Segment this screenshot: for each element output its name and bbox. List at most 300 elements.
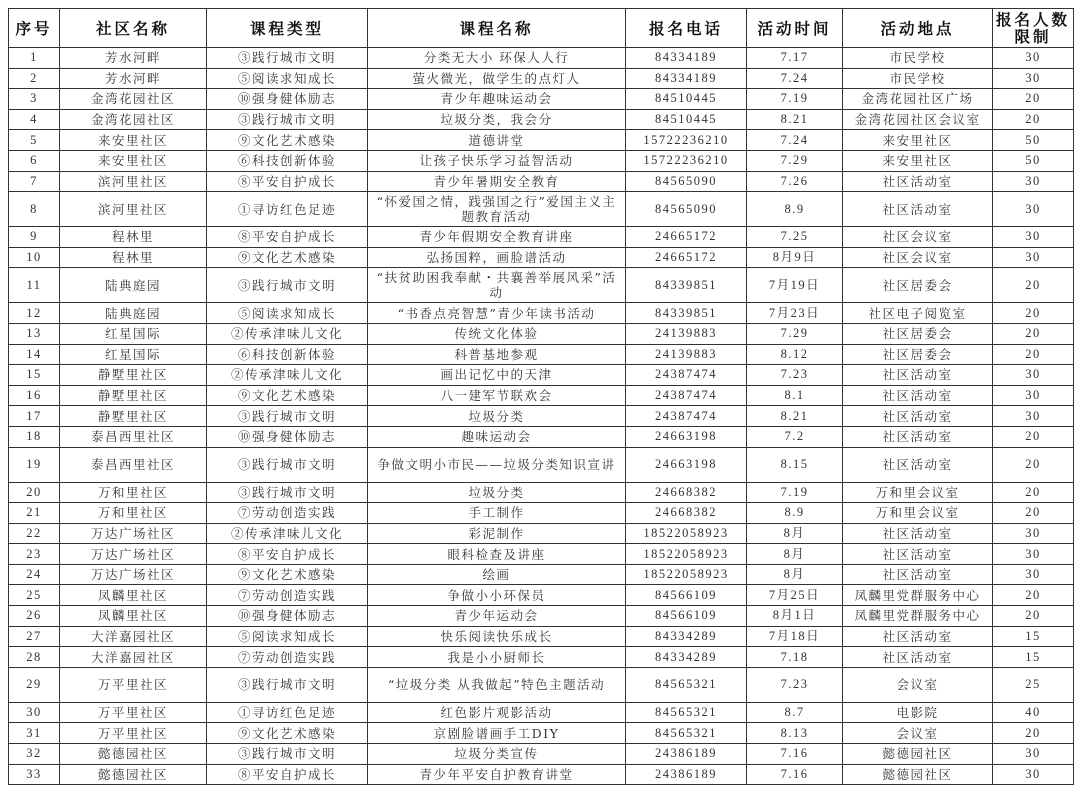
activity-date-cell: 7.24 [747,68,843,89]
header-date: 活动时间 [747,9,843,48]
community-name-cell: 万平里社区 [60,702,207,723]
signup-limit-cell: 50 [993,130,1074,151]
table-row [9,626,1074,647]
row-number-cell: 8 [9,192,60,227]
activity-date-cell: 8.7 [747,702,843,723]
community-name-cell: 陆典庭园 [60,268,207,303]
table-row [9,109,1074,130]
signup-limit-cell: 20 [993,503,1074,524]
course-type-cell: ③践行城市文明 [207,406,368,427]
table-row [9,447,1074,482]
course-type-cell: ⑩强身健体励志 [207,89,368,110]
course-name-cell: 画出记忆中的天津 [368,365,626,386]
table-row [9,764,1074,785]
course-name-cell: 垃圾分类 [368,406,626,427]
community-name-cell: 程林里 [60,247,207,268]
row-number-cell: 18 [9,426,60,447]
activity-date-cell: 8月9日 [747,247,843,268]
community-name-cell: 万平里社区 [60,723,207,744]
course-type-cell: ③践行城市文明 [207,482,368,503]
course-name-cell: 分类无大小 环保人人行 [368,48,626,69]
community-name-cell: 程林里 [60,227,207,248]
signup-phone-cell: 84565090 [626,192,747,227]
table-row [9,303,1074,324]
signup-phone-cell: 15722236210 [626,150,747,171]
signup-phone-cell: 24665172 [626,247,747,268]
course-type-cell: ⑨文化艺术感染 [207,130,368,151]
community-name-cell: 泰昌西里社区 [60,447,207,482]
signup-phone-cell: 84510445 [626,89,747,110]
table-row [9,647,1074,668]
row-number-cell: 1 [9,48,60,69]
course-type-cell: ①寻访红色足迹 [207,702,368,723]
activity-date-cell: 8月 [747,523,843,544]
community-name-cell: 滨河里社区 [60,171,207,192]
activity-date-cell: 7.19 [747,482,843,503]
activity-date-cell: 7.29 [747,150,843,171]
course-name-cell: 青少年运动会 [368,606,626,627]
course-type-cell: ③践行城市文明 [207,109,368,130]
community-name-cell: 万达广场社区 [60,523,207,544]
community-name-cell: 大洋嘉园社区 [60,626,207,647]
header-community: 社区名称 [60,9,207,48]
signup-phone-cell: 84339851 [626,268,747,303]
signup-phone-cell: 84334289 [626,626,747,647]
signup-limit-cell: 20 [993,447,1074,482]
signup-limit-cell: 30 [993,247,1074,268]
course-type-cell: ①寻访红色足迹 [207,192,368,227]
course-name-cell: 传统文化体验 [368,323,626,344]
community-name-cell: 凤麟里社区 [60,585,207,606]
course-name-cell: 京剧脸谱画手工DIY [368,723,626,744]
table-row [9,48,1074,69]
community-name-cell: 来安里社区 [60,150,207,171]
course-type-cell: ⑨文化艺术感染 [207,247,368,268]
course-type-cell: ⑤阅读求知成长 [207,68,368,89]
signup-phone-cell: 18522058923 [626,564,747,585]
community-name-cell: 泰昌西里社区 [60,426,207,447]
row-number-cell: 12 [9,303,60,324]
activity-date-cell: 7月19日 [747,268,843,303]
row-number-cell: 22 [9,523,60,544]
row-number-cell: 25 [9,585,60,606]
activity-location-cell: 电影院 [843,702,993,723]
activity-location-cell: 来安里社区 [843,150,993,171]
course-name-cell: 八一建军节联欢会 [368,385,626,406]
signup-limit-cell: 20 [993,723,1074,744]
signup-phone-cell: 84565321 [626,702,747,723]
course-name-cell: 科普基地参观 [368,344,626,365]
activity-date-cell: 8.21 [747,406,843,427]
course-type-cell: ⑥科技创新体验 [207,150,368,171]
activity-location-cell: 社区活动室 [843,426,993,447]
activity-location-cell: 凤麟里党群服务中心 [843,585,993,606]
course-type-cell: ②传承津味儿文化 [207,365,368,386]
signup-limit-cell: 30 [993,192,1074,227]
signup-limit-cell: 30 [993,764,1074,785]
course-type-cell: ②传承津味儿文化 [207,523,368,544]
course-type-cell: ⑧平安自护成长 [207,764,368,785]
activity-date-cell: 7.25 [747,227,843,248]
course-type-cell: ③践行城市文明 [207,667,368,702]
activity-location-cell: 市民学校 [843,68,993,89]
community-name-cell: 陆典庭园 [60,303,207,324]
course-name-cell: 绘画 [368,564,626,585]
row-number-cell: 10 [9,247,60,268]
community-name-cell: 懿德园社区 [60,764,207,785]
activity-date-cell: 8.15 [747,447,843,482]
course-name-cell: 青少年暑期安全教育 [368,171,626,192]
row-number-cell: 2 [9,68,60,89]
table-row [9,564,1074,585]
activity-location-cell: 市民学校 [843,48,993,69]
activity-location-cell: 金湾花园社区广场 [843,89,993,110]
activity-location-cell: 凤麟里党群服务中心 [843,606,993,627]
activity-location-cell: 社区活动室 [843,626,993,647]
activity-location-cell: 社区活动室 [843,171,993,192]
signup-limit-cell: 30 [993,227,1074,248]
course-type-cell: ⑦劳动创造实践 [207,585,368,606]
signup-phone-cell: 24668382 [626,503,747,524]
course-type-cell: ②传承津味儿文化 [207,323,368,344]
header-location: 活动地点 [843,9,993,48]
table-row [9,130,1074,151]
signup-phone-cell: 24665172 [626,227,747,248]
signup-limit-cell: 20 [993,426,1074,447]
activity-location-cell: 社区活动室 [843,406,993,427]
course-name-cell: 垃圾分类宣传 [368,744,626,765]
course-type-cell: ⑤阅读求知成长 [207,626,368,647]
community-name-cell: 万和里社区 [60,482,207,503]
signup-phone-cell: 24663198 [626,447,747,482]
row-number-cell: 27 [9,626,60,647]
activity-location-cell: 社区居委会 [843,268,993,303]
header-limit: 报名人数限制 [993,9,1074,48]
course-name-cell: 垃圾分类 [368,482,626,503]
signup-limit-cell: 50 [993,150,1074,171]
course-type-cell: ③践行城市文明 [207,48,368,69]
signup-limit-cell: 20 [993,606,1074,627]
activity-location-cell: 社区活动室 [843,447,993,482]
course-name-cell: 眼科检查及讲座 [368,544,626,565]
row-number-cell: 26 [9,606,60,627]
activity-date-cell: 7月18日 [747,626,843,647]
activity-location-cell: 懿德园社区 [843,744,993,765]
row-number-cell: 11 [9,268,60,303]
row-number-cell: 5 [9,130,60,151]
table-row [9,344,1074,365]
row-number-cell: 20 [9,482,60,503]
community-name-cell: 芳水河畔 [60,48,207,69]
activity-date-cell: 7.29 [747,323,843,344]
signup-phone-cell: 24139883 [626,323,747,344]
signup-phone-cell: 24663198 [626,426,747,447]
signup-limit-cell: 30 [993,523,1074,544]
community-name-cell: 静墅里社区 [60,385,207,406]
row-number-cell: 13 [9,323,60,344]
activity-date-cell: 7.16 [747,744,843,765]
course-name-cell: 青少年平安自护教育讲堂 [368,764,626,785]
signup-limit-cell: 30 [993,544,1074,565]
row-number-cell: 28 [9,647,60,668]
signup-phone-cell: 24387474 [626,365,747,386]
table-row [9,227,1074,248]
row-number-cell: 15 [9,365,60,386]
community-name-cell: 来安里社区 [60,130,207,151]
table-row [9,482,1074,503]
activity-location-cell: 社区活动室 [843,647,993,668]
course-name-cell: “扶贫助困我奉献・共襄善举展风采”活动 [368,268,626,303]
row-number-cell: 14 [9,344,60,365]
table-row [9,192,1074,227]
activity-date-cell: 7.18 [747,647,843,668]
table-row [9,723,1074,744]
row-number-cell: 3 [9,89,60,110]
signup-phone-cell: 84334189 [626,48,747,69]
community-name-cell: 静墅里社区 [60,406,207,427]
course-name-cell: 彩泥制作 [368,523,626,544]
row-number-cell: 30 [9,702,60,723]
table-row [9,385,1074,406]
table-row [9,323,1074,344]
course-type-cell: ⑤阅读求知成长 [207,303,368,324]
header-no: 序号 [9,9,60,48]
row-number-cell: 17 [9,406,60,427]
course-name-cell: 道德讲堂 [368,130,626,151]
course-name-cell: 趣味运动会 [368,426,626,447]
row-number-cell: 6 [9,150,60,171]
signup-limit-cell: 30 [993,171,1074,192]
course-type-cell: ⑧平安自护成长 [207,171,368,192]
activity-date-cell: 8.1 [747,385,843,406]
activity-location-cell: 社区活动室 [843,544,993,565]
activity-location-cell: 社区活动室 [843,365,993,386]
table-row [9,702,1074,723]
activity-location-cell: 社区活动室 [843,385,993,406]
course-name-cell: 红色影片观影活动 [368,702,626,723]
course-type-cell: ⑦劳动创造实践 [207,647,368,668]
activity-date-cell: 7.2 [747,426,843,447]
table-row [9,523,1074,544]
activity-date-cell: 7.26 [747,171,843,192]
table-row [9,406,1074,427]
community-name-cell: 金湾花园社区 [60,89,207,110]
signup-phone-cell: 84334189 [626,68,747,89]
table-row [9,247,1074,268]
course-name-cell: 青少年趣味运动会 [368,89,626,110]
signup-limit-cell: 30 [993,744,1074,765]
course-type-cell: ⑨文化艺术感染 [207,723,368,744]
signup-limit-cell: 20 [993,109,1074,130]
activity-location-cell: 社区居委会 [843,323,993,344]
signup-phone-cell: 24386189 [626,764,747,785]
community-name-cell: 红星国际 [60,323,207,344]
course-type-cell: ⑥科技创新体验 [207,344,368,365]
community-name-cell: 凤麟里社区 [60,606,207,627]
activity-location-cell: 万和里会议室 [843,503,993,524]
table-row [9,503,1074,524]
community-name-cell: 红星国际 [60,344,207,365]
activity-date-cell: 7.16 [747,764,843,785]
signup-phone-cell: 84334289 [626,647,747,668]
activity-date-cell: 7.23 [747,365,843,386]
activity-date-cell: 8月 [747,564,843,585]
community-name-cell: 万平里社区 [60,667,207,702]
course-type-cell: ⑦劳动创造实践 [207,503,368,524]
activity-location-cell: 社区会议室 [843,227,993,248]
signup-limit-cell: 15 [993,626,1074,647]
signup-phone-cell: 18522058923 [626,523,747,544]
row-number-cell: 4 [9,109,60,130]
table-row [9,365,1074,386]
signup-phone-cell: 84510445 [626,109,747,130]
activity-location-cell: 社区居委会 [843,344,993,365]
community-name-cell: 万达广场社区 [60,544,207,565]
signup-limit-cell: 20 [993,482,1074,503]
table-row [9,150,1074,171]
row-number-cell: 23 [9,544,60,565]
row-number-cell: 29 [9,667,60,702]
activity-date-cell: 8月 [747,544,843,565]
community-name-cell: 滨河里社区 [60,192,207,227]
signup-limit-cell: 30 [993,385,1074,406]
course-type-cell: ⑩强身健体励志 [207,606,368,627]
table-row [9,68,1074,89]
course-name-cell: 萤火微光，做学生的点灯人 [368,68,626,89]
activity-date-cell: 7.19 [747,89,843,110]
course-type-cell: ③践行城市文明 [207,268,368,303]
course-name-cell: “垃圾分类 从我做起”特色主题活动 [368,667,626,702]
community-name-cell: 金湾花园社区 [60,109,207,130]
activity-date-cell: 8月1日 [747,606,843,627]
signup-limit-cell: 20 [993,344,1074,365]
activity-location-cell: 社区电子阅览室 [843,303,993,324]
signup-limit-cell: 25 [993,667,1074,702]
community-name-cell: 大洋嘉园社区 [60,647,207,668]
course-type-cell: ⑨文化艺术感染 [207,385,368,406]
course-type-cell: ③践行城市文明 [207,447,368,482]
activity-date-cell: 7.17 [747,48,843,69]
table-row [9,89,1074,110]
table-body [9,48,1074,785]
signup-phone-cell: 24387474 [626,385,747,406]
community-name-cell: 万达广场社区 [60,564,207,585]
table-row [9,585,1074,606]
table-row [9,544,1074,565]
course-name-cell: “怀爱国之情，践强国之行”爱国主义主题教育活动 [368,192,626,227]
header-course-name: 课程名称 [368,9,626,48]
header-course-type: 课程类型 [207,9,368,48]
course-name-cell: 弘扬国粹，画脸谱活动 [368,247,626,268]
signup-limit-cell: 15 [993,647,1074,668]
activity-location-cell: 懿德园社区 [843,764,993,785]
row-number-cell: 16 [9,385,60,406]
course-type-cell: ⑧平安自护成长 [207,544,368,565]
community-name-cell: 万和里社区 [60,503,207,524]
table-row [9,268,1074,303]
activity-location-cell: 社区活动室 [843,192,993,227]
activity-date-cell: 8.12 [747,344,843,365]
signup-phone-cell: 84566109 [626,606,747,627]
row-number-cell: 24 [9,564,60,585]
row-number-cell: 32 [9,744,60,765]
table-row [9,667,1074,702]
table-row [9,426,1074,447]
table-row [9,171,1074,192]
course-name-cell: 让孩子快乐学习益智活动 [368,150,626,171]
activity-location-cell: 会议室 [843,723,993,744]
header-phone: 报名电话 [626,9,747,48]
row-number-cell: 33 [9,764,60,785]
signup-phone-cell: 84565321 [626,723,747,744]
course-name-cell: 我是小小厨师长 [368,647,626,668]
signup-limit-cell: 20 [993,585,1074,606]
signup-limit-cell: 30 [993,406,1074,427]
course-name-cell: 青少年假期安全教育讲座 [368,227,626,248]
course-type-cell: ⑧平安自护成长 [207,227,368,248]
course-name-cell: 争做文明小市民——垃圾分类知识宣讲 [368,447,626,482]
activity-location-cell: 万和里会议室 [843,482,993,503]
course-name-cell: 手工制作 [368,503,626,524]
activity-location-cell: 社区会议室 [843,247,993,268]
activity-location-cell: 社区活动室 [843,523,993,544]
signup-phone-cell: 84339851 [626,303,747,324]
signup-phone-cell: 15722236210 [626,130,747,151]
signup-phone-cell: 24668382 [626,482,747,503]
signup-phone-cell: 18522058923 [626,544,747,565]
signup-limit-cell: 30 [993,365,1074,386]
row-number-cell: 21 [9,503,60,524]
signup-limit-cell: 30 [993,564,1074,585]
activity-date-cell: 8.9 [747,503,843,524]
course-name-cell: 快乐阅读快乐成长 [368,626,626,647]
signup-limit-cell: 20 [993,89,1074,110]
signup-phone-cell: 24139883 [626,344,747,365]
signup-phone-cell: 84566109 [626,585,747,606]
signup-limit-cell: 20 [993,303,1074,324]
course-type-cell: ⑩强身健体励志 [207,426,368,447]
course-name-cell: “书香点亮智慧”青少年读书活动 [368,303,626,324]
header-row [9,9,1074,48]
signup-phone-cell: 84565321 [626,667,747,702]
course-type-cell: ⑨文化艺术感染 [207,564,368,585]
activity-date-cell: 8.13 [747,723,843,744]
signup-limit-cell: 30 [993,48,1074,69]
course-name-cell: 垃圾分类，我会分 [368,109,626,130]
activity-location-cell: 会议室 [843,667,993,702]
signup-limit-cell: 20 [993,323,1074,344]
activity-date-cell: 8.9 [747,192,843,227]
signup-phone-cell: 84565090 [626,171,747,192]
table-row [9,606,1074,627]
activity-date-cell: 7.23 [747,667,843,702]
course-name-cell: 争做小小环保员 [368,585,626,606]
community-name-cell: 懿德园社区 [60,744,207,765]
activity-date-cell: 7月23日 [747,303,843,324]
community-name-cell: 芳水河畔 [60,68,207,89]
row-number-cell: 9 [9,227,60,248]
course-schedule-table [8,8,1074,785]
row-number-cell: 31 [9,723,60,744]
course-type-cell: ③践行城市文明 [207,744,368,765]
signup-phone-cell: 24387474 [626,406,747,427]
community-name-cell: 静墅里社区 [60,365,207,386]
activity-date-cell: 7月25日 [747,585,843,606]
row-number-cell: 7 [9,171,60,192]
row-number-cell: 19 [9,447,60,482]
activity-date-cell: 8.21 [747,109,843,130]
activity-location-cell: 金湾花园社区会议室 [843,109,993,130]
